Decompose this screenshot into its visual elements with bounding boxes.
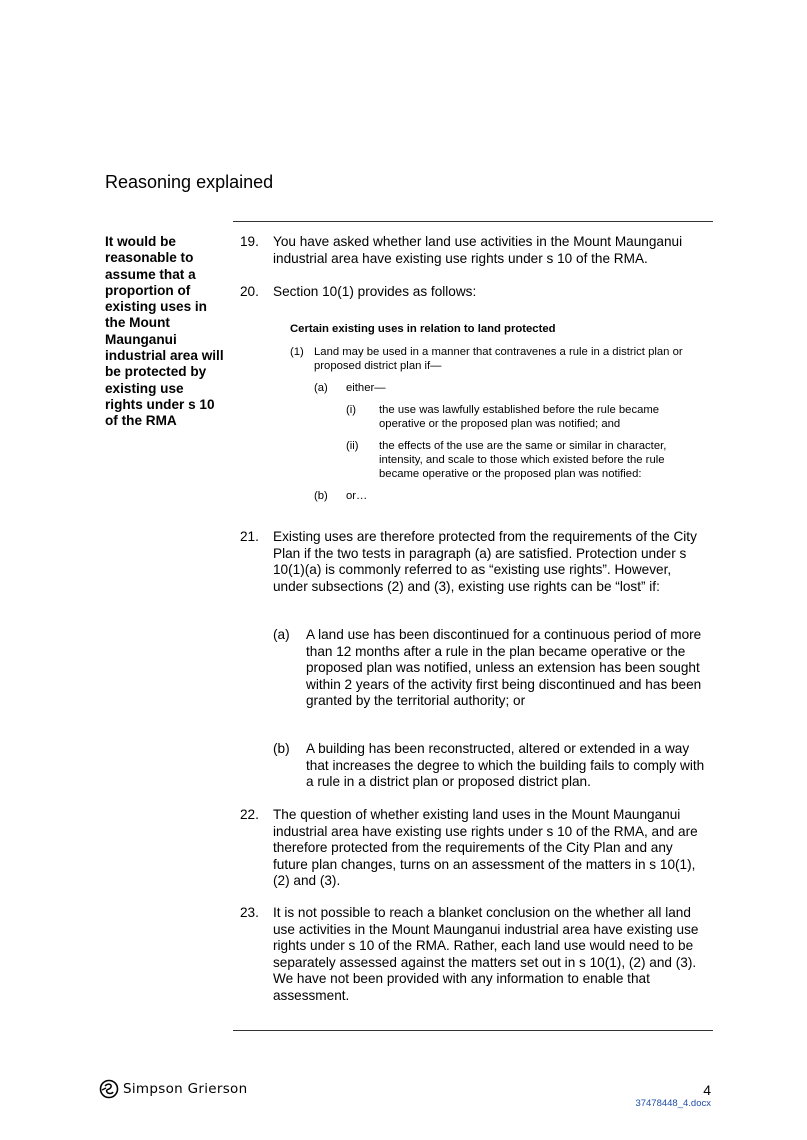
quote-item-ii-number: (ii) xyxy=(346,440,359,452)
quote-title: Certain existing uses in relation to land protected xyxy=(290,323,556,335)
quote-item-i-number: (i) xyxy=(346,404,357,416)
quote-subsection-number: (1) xyxy=(290,346,304,358)
lost-item-b-number: (b) xyxy=(273,741,290,756)
quote-item-ii-text: the effects of the use are the same or similar in character, intensity, and scale to those which existed before the rule became operative or the proposed plan was notified: xyxy=(379,440,667,480)
page-number: 4 xyxy=(703,1082,711,1098)
paragraph-number: 23. xyxy=(240,905,259,920)
document-reference: 37478448_4.docx xyxy=(635,1098,711,1109)
paragraph-text: It is not possible to reach a blanket conclusion on the whether all land use activities in the Mount Maunganui industrial area have existing use rights under s 10 of the RMA. Rather, each land use would need to be separately assessed against the matters set out in s 10(1), (2) and (3). We have not been provided with any information to enable that assessment. xyxy=(273,905,699,1003)
paragraph-number: 19. xyxy=(240,234,259,249)
firm-name: Simpson Grierson xyxy=(123,1081,248,1097)
lost-item-a-text: A land use has been discontinued for a continuous period of more than 12 months after a rule in the plan became operative or the proposed plan was notified, unless an extension has been sought within 2 years of the activity first being discontinued and has been granted by the territorial authority; or xyxy=(306,627,702,708)
paragraph-number: 21. xyxy=(240,529,259,544)
lost-item-b-text: A building has been reconstructed, altered or extended in a way that increases the degree to which the building fails to comply with a rule in a district plan or proposed district plan. xyxy=(306,741,705,789)
paragraph-number: 20. xyxy=(240,284,259,299)
quote-item-a-text: either— xyxy=(346,382,386,394)
quote-item-i-text: the use was lawfully established before the rule became operative or the proposed plan was notified; and xyxy=(379,404,660,430)
bottom-divider xyxy=(233,1030,713,1031)
paragraph-text: The question of whether existing land uses in the Mount Maunganui industrial area have existing use rights under s 10 of the RMA, and are therefore protected from the requirements of the City Plan and any future plan changes, turns on an assessment of the matters in s 10(1), (2) and (3). xyxy=(273,807,698,888)
lost-item-a-number: (a) xyxy=(273,627,290,642)
section-heading: Reasoning explained xyxy=(105,172,274,192)
paragraph-number: 22. xyxy=(240,807,259,822)
firm-logo-icon xyxy=(99,1079,119,1099)
quote-item-b-text: or… xyxy=(346,490,368,502)
quote-item-a-number: (a) xyxy=(314,382,328,394)
quote-subsection-text: Land may be used in a manner that contravenes a rule in a district plan or proposed district plan if— xyxy=(314,346,683,372)
margin-summary: It would be reasonable to assume that a proportion of existing uses in the Mount Maunganui industrial area will be protected by existing use rights under s 10 of the RMA xyxy=(105,234,224,429)
paragraph-text: Existing uses are therefore protected from the requirements of the City Plan if the two tests in paragraph (a) are satisfied. Protection under s 10(1)(a) is commonly referred to as “existing use rights”. However, under subsections (2) and (3), existing use rights can be “lost” if: xyxy=(273,529,697,594)
quote-item-b-number: (b) xyxy=(314,490,328,502)
paragraph-text: Section 10(1) provides as follows: xyxy=(273,284,477,299)
top-divider xyxy=(233,221,713,222)
footer-logo xyxy=(99,1079,247,1099)
paragraph-text: You have asked whether land use activities in the Mount Maunganui industrial area have existing use rights under s 10 of the RMA. xyxy=(273,234,683,266)
